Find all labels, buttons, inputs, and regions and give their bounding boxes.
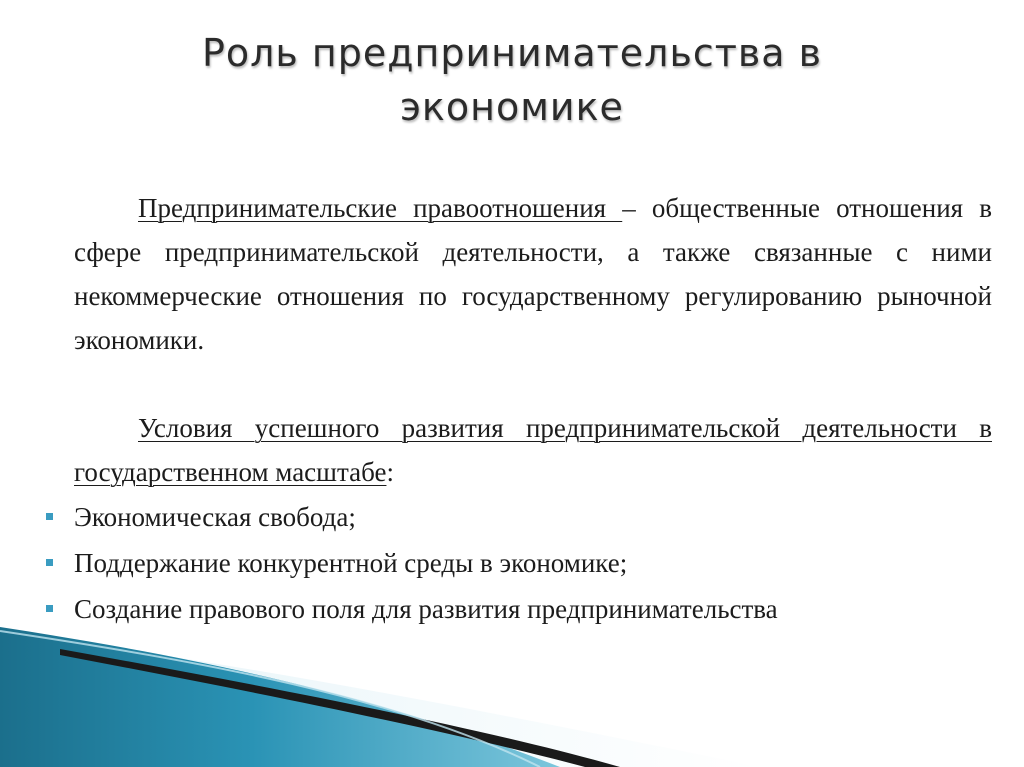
slide-title-line-1: Роль предпринимательства в: [201, 31, 823, 75]
list-item: [74, 494, 992, 540]
list-item: [74, 586, 992, 632]
conditions-colon: :: [386, 457, 394, 487]
definition-text: – общественные отношения в сфере предпринимательской деятельности, а также связанные с ними некоммерческие отношения по государственному регулированию рыночной экономики.: [74, 193, 992, 355]
slide-body: [74, 186, 992, 632]
list-item: [74, 540, 992, 586]
bullet-marker-icon: [46, 513, 53, 520]
list-item-text: Экономическая свобода;: [74, 502, 356, 532]
conditions-heading: Условия успешного развития предпринимательской деятельности в государственном масштабе: [74, 413, 992, 487]
definition-paragraph: [74, 186, 992, 362]
slide-title: [0, 26, 1024, 134]
slide-title-line-2: экономике: [400, 85, 624, 129]
list-item-text: Поддержание конкурентной среды в экономике;: [74, 548, 628, 578]
bullet-marker-icon: [46, 559, 53, 566]
bullet-marker-icon: [46, 605, 53, 612]
bottom-wave-decoration: [0, 627, 1024, 767]
definition-term: Предпринимательские правоотношения: [138, 193, 623, 223]
conditions-list: [74, 494, 992, 632]
conditions-paragraph: [74, 406, 992, 494]
list-item-text: Создание правового поля для развития предпринимательства: [74, 594, 778, 624]
